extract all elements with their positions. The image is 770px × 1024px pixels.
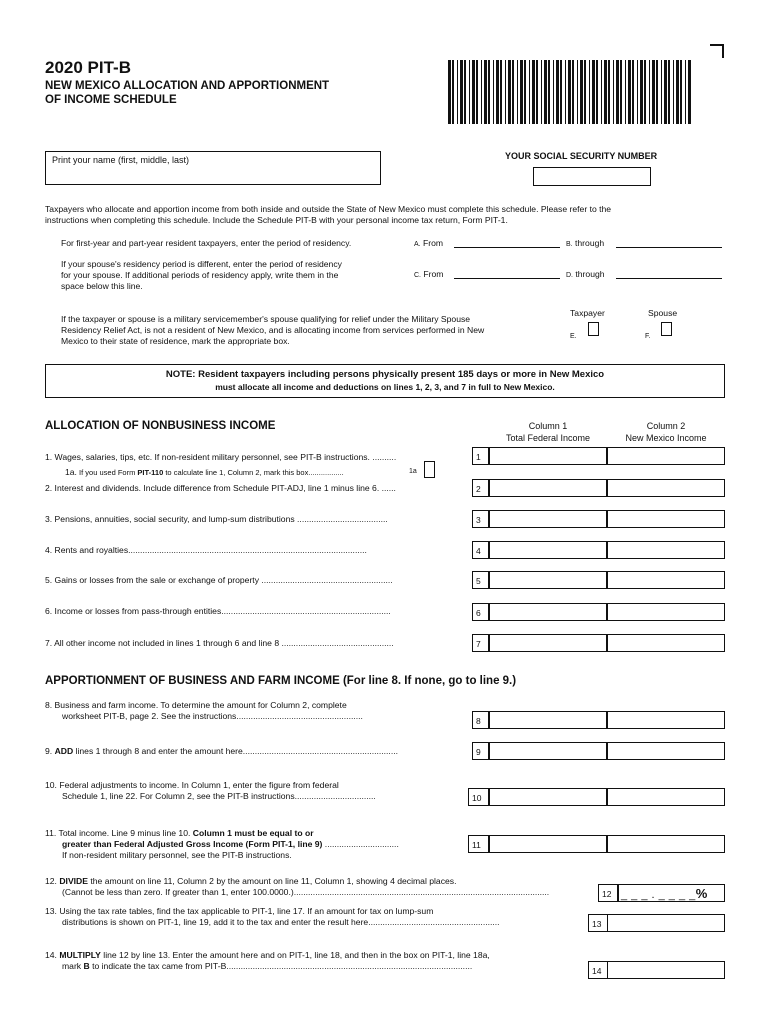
spouse-checkbox[interactable]	[661, 322, 672, 336]
line-2-number: 2	[472, 479, 489, 497]
line-2-col1-input[interactable]	[489, 479, 607, 497]
apportionment-heading: APPORTIONMENT OF BUSINESS AND FARM INCOME (For line 8. If none, go to line 9.)	[45, 675, 517, 687]
line-8-col1-input[interactable]	[489, 711, 607, 729]
line-11-number: 11	[468, 835, 489, 853]
line-13-number: 13	[588, 914, 608, 932]
line-3-number: 3	[472, 510, 489, 528]
line-7-col1-input[interactable]	[489, 634, 607, 652]
line-13-input[interactable]	[607, 914, 725, 932]
line-9-text: 9. ADD lines 1 through 8 and enter the amount here.................................................................	[45, 746, 398, 756]
line-9-col1-input[interactable]	[489, 742, 607, 760]
line-7-number: 7	[472, 634, 489, 652]
line-1a-text: 1a. If you used Form PIT-110 to calculate line 1, Column 2, mark this box.................	[65, 467, 344, 477]
spouse-label: Spouse	[648, 308, 678, 318]
line-10-number: 10	[468, 788, 489, 806]
line-11-col1-input[interactable]	[489, 835, 607, 853]
residency-from-a-input[interactable]	[454, 238, 560, 248]
line-10-text: 10. Federal adjustments to income. In Column 1, enter the figure from federal Schedule 1, line 22. For Column 2, see the PIT-B instructions..................................	[45, 780, 376, 801]
line-7-text: 7. All other income not included in lines 1 through 6 and line 8 ...............................................	[45, 638, 394, 648]
residency-instruction: For first-year and part-year resident taxpayers, enter the period of residency.	[61, 238, 352, 248]
residency-from-a: A. From	[414, 238, 444, 248]
line-4-col1-input[interactable]	[489, 541, 607, 559]
line-11-text: 11. Total income. Line 9 minus line 10. Column 1 must be equal to or greater than Federal Adjusted Gross Income (Form PIT-1, line 9) ............................... If non-resident military personnel, see the PIT-B instructions.	[45, 828, 399, 860]
line-3-col1-input[interactable]	[489, 510, 607, 528]
residency-through-b: B. through	[566, 238, 605, 248]
ssn-input[interactable]	[533, 167, 651, 186]
intro-text: Taxpayers who allocate and apportion income from both inside and outside the State of New Mexico must complete this schedule. Please refer to the instructions when completing this schedule. Include the Schedule PIT-B with your personal income tax return, Form PIT-1.	[45, 204, 612, 225]
line-14-input[interactable]	[607, 961, 725, 979]
residency-through-d-input[interactable]	[616, 269, 722, 279]
line-9-number: 9	[472, 742, 489, 760]
line-10-col1-input[interactable]	[489, 788, 607, 806]
column-2-header: Column 2 New Mexico Income	[625, 421, 707, 443]
f-label: F.	[645, 333, 651, 340]
line-12-ratio-input[interactable]: _ _ _ . _ _ _ _%	[618, 884, 725, 902]
line-6-col1-input[interactable]	[489, 603, 607, 621]
line-5-number: 5	[472, 571, 489, 589]
line-6-col2-input[interactable]	[607, 603, 725, 621]
column-1-header: Column 1 Total Federal Income	[505, 421, 591, 443]
line-1-col1-input[interactable]	[489, 447, 607, 465]
note-box: NOTE: Resident taxpayers including persons physically present 185 days or more in New Mexico must allocate all income and deductions on lines 1, 2, 3, and 7 in full to New Mexico.	[45, 364, 725, 398]
line-8-text: 8. Business and farm income. To determine the amount for Column 2, complete worksheet PIT-B, page 2. See the instructions.....................................................	[45, 700, 363, 721]
name-field[interactable]	[45, 151, 381, 185]
line-2-text: 2. Interest and dividends. Include difference from Schedule PIT-ADJ, line 1 minus line 6. ......	[45, 483, 396, 493]
residency-through-b-input[interactable]	[616, 238, 722, 248]
taxpayer-label: Taxpayer	[570, 308, 605, 318]
residency-from-c-input[interactable]	[454, 269, 560, 279]
name-field-label: Print your name (first, middle, last)	[52, 155, 190, 165]
line-13-text: 13. Using the tax rate tables, find the tax applicable to PIT-1, line 17. If an amount for tax on lump-sum distributions is shown on PIT-1, line 19, add it to the tax and enter the result here.......................................................	[45, 906, 500, 927]
line-14-number: 14	[588, 961, 608, 979]
line-7-col2-input[interactable]	[607, 634, 725, 652]
line-3-text: 3. Pensions, annuities, social security, and lump-sum distributions ......................................	[45, 514, 388, 524]
spouse-residency-text: If your spouse's residency period is different, enter the period of residency for your spouse. If additional periods of residency apply, write them in the space below this line.	[61, 259, 342, 291]
line-1a-checkbox[interactable]	[424, 461, 435, 478]
line-1a-tag: 1a	[409, 468, 417, 475]
line-5-text: 5. Gains or losses from the sale or exchange of property .......................................................	[45, 575, 393, 585]
line-6-text: 6. Income or losses from pass-through entities.......................................................................	[45, 606, 391, 616]
line-1-number: 1	[472, 447, 489, 465]
line-1-text: 1. Wages, salaries, tips, etc. If non-resident military personnel, see PIT-B instructions. ..........	[45, 452, 397, 462]
line-8-col2-input[interactable]	[607, 711, 725, 729]
line-10-col2-input[interactable]	[607, 788, 725, 806]
taxpayer-checkbox[interactable]	[588, 322, 599, 336]
residency-from-c: C. From	[414, 269, 444, 279]
military-spouse-text: If the taxpayer or spouse is a military servicemember's spouse qualifying for relief under the Military Spouse Residency Relief Act, is not a resident of New Mexico, and is allocating income from services performed in New Mexico to their state of residence, mark the appropriate box.	[61, 314, 485, 346]
line-12-number: 12	[598, 884, 618, 902]
line-3-col2-input[interactable]	[607, 510, 725, 528]
line-4-col2-input[interactable]	[607, 541, 725, 559]
ssn-label: YOUR SOCIAL SECURITY NUMBER	[505, 151, 658, 161]
line-11-col2-input[interactable]	[607, 835, 725, 853]
line-5-col2-input[interactable]	[607, 571, 725, 589]
line-2-col2-input[interactable]	[607, 479, 725, 497]
barcode	[448, 60, 692, 124]
line-8-number: 8	[472, 711, 489, 729]
line-14-text: 14. MULTIPLY line 12 by line 13. Enter the amount here and on PIT-1, line 18, and then in the box on PIT-1, line 18a, mark B to indicate the tax came from PIT-B.......................................................................................................	[45, 950, 490, 971]
line-12-text: 12. DIVIDE the amount on line 11, Column 2 by the amount on line 11, Column 1, showing 4 decimal places. (Cannot be less than zero. If greater than 1, enter 100.0000.)...........................................................................................................	[45, 876, 550, 897]
line-4-number: 4	[472, 541, 489, 559]
line-9-col2-input[interactable]	[607, 742, 725, 760]
line-6-number: 6	[472, 603, 489, 621]
e-label: E.	[570, 333, 577, 340]
line-1-col2-input[interactable]	[607, 447, 725, 465]
residency-through-d: D. through	[566, 269, 605, 279]
line-4-text: 4. Rents and royalties....................................................................................................	[45, 545, 367, 555]
line-5-col1-input[interactable]	[489, 571, 607, 589]
allocation-heading: ALLOCATION OF NONBUSINESS INCOME	[45, 420, 276, 432]
corner-mark	[710, 44, 724, 58]
form-title: NEW MEXICO ALLOCATION AND APPORTIONMENT OF INCOME SCHEDULE	[45, 80, 330, 106]
form-id: 2020 PIT-B	[45, 58, 131, 77]
